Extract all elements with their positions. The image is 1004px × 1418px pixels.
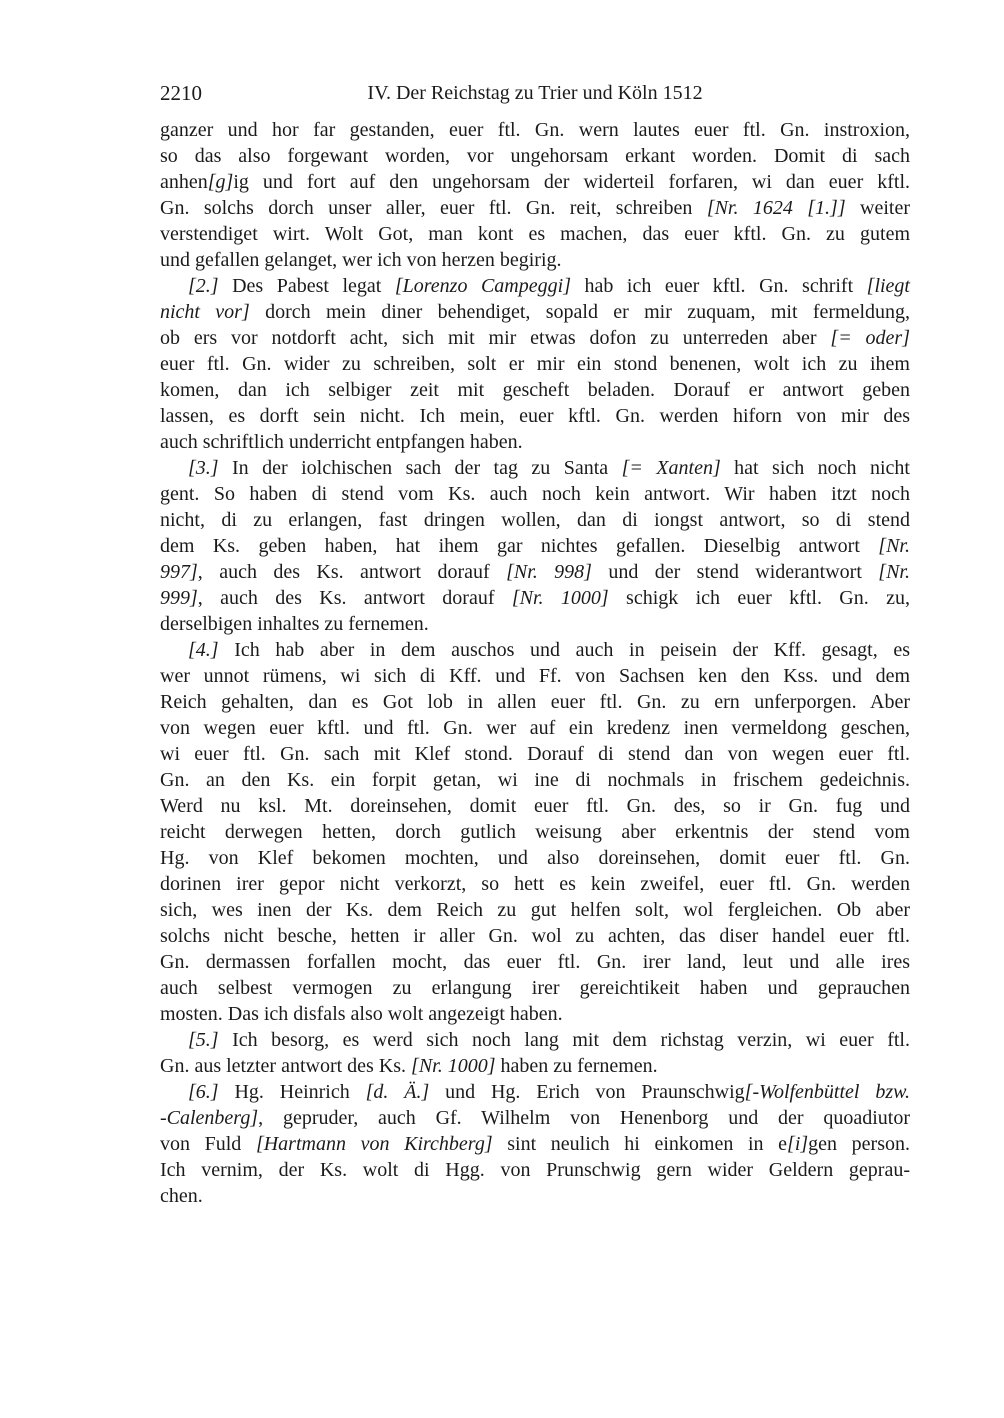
editorial-insertion: [g] <box>207 171 234 193</box>
running-head: IV. Der Reichstag zu Trier und Köln 1512 <box>367 82 703 104</box>
text-run: komen, dan ich selbiger zeit mit gescheft beladen. Dorauf er antwort geben <box>160 379 910 401</box>
editorial-insertion: 999] <box>160 587 198 609</box>
paragraph <box>160 455 910 637</box>
editorial-insertion: [3.] <box>188 457 219 479</box>
text-line <box>160 637 910 663</box>
text-run: dorinen irer gepor nicht verkorzt, so hett es kein zweifel, euer ftl. Gn. werden <box>160 873 910 895</box>
text-line <box>160 689 910 715</box>
text-run: auch selbest vermogen zu erlangung irer gereichtikeit haben und geprauchen <box>160 977 910 999</box>
text-run: Werd nu ksl. Mt. doreinsehen, domit euer ftl. Gn. des, so ir Gn. fug und <box>160 795 910 817</box>
text-run: euer ftl. Gn. wider zu schreiben, solt er mir ein stond benenen, wolt ich zu ihem <box>160 353 910 375</box>
text-run: hat sich noch nicht <box>720 457 910 479</box>
text-run: , auch des Ks. antwort dorauf <box>197 587 512 609</box>
text-line <box>160 533 910 559</box>
page-number: 2210 <box>160 81 202 105</box>
text-line <box>160 117 910 143</box>
editorial-insertion: [Nr. <box>878 535 910 557</box>
paragraph <box>160 637 910 1027</box>
text-line <box>160 1053 910 1079</box>
text-line <box>160 481 910 507</box>
text-line <box>160 767 910 793</box>
text-run: ganzer und hor far gestanden, euer ftl. Gn. wern lautes euer ftl. Gn. instroxion, <box>160 119 910 141</box>
text-run: schigk ich euer kftl. Gn. zu, <box>608 587 910 609</box>
text-line <box>160 1131 910 1157</box>
text-line <box>160 1001 910 1027</box>
editorial-insertion: [Nr. 998] <box>506 561 592 583</box>
text-line <box>160 871 910 897</box>
text-line <box>160 819 910 845</box>
text-line <box>160 299 910 325</box>
text-run: auch schriftlich underricht entpfangen haben. <box>160 431 523 453</box>
editorial-insertion: nicht vor] <box>160 301 250 323</box>
text-run: und der stend widerantwort <box>591 561 879 583</box>
editorial-insertion: [6.] <box>188 1081 219 1103</box>
text-line <box>160 1105 910 1131</box>
text-run: von Fuld <box>160 1133 256 1155</box>
text-line <box>160 741 910 767</box>
text-line <box>160 403 910 429</box>
text-run: haben zu fernemen. <box>495 1055 658 1077</box>
text-line <box>160 455 910 481</box>
text-run: Reich gehalten, dan es Got lob in allen euer ftl. Gn. zu ern unferporgen. Aber <box>160 691 910 713</box>
text-line <box>160 845 910 871</box>
text-line <box>160 949 910 975</box>
text-run: , auch des Ks. antwort dorauf <box>197 561 507 583</box>
text-line <box>160 325 910 351</box>
text-run: Hg. Heinrich <box>218 1081 366 1103</box>
text-line <box>160 221 910 247</box>
editorial-insertion: [= Xanten] <box>621 457 721 479</box>
text-run: ig und fort auf den ungehorsam der widerteil forfaren, wi dan euer kftl. <box>233 171 910 193</box>
text-run: wi euer ftl. Gn. sach mit Klef stond. Dorauf di stend dan von wegen euer ftl. <box>160 743 910 765</box>
text-run: dorch mein diner behendiget, sopald er mir zuquam, mit fermeldung, <box>249 301 911 323</box>
text-run: sich, wes inen der Ks. dem Reich zu gut helfen solt, wol fergleichen. Ob aber <box>160 899 910 921</box>
text-run: nicht, di zu erlangen, fast dringen wollen, dan di iongst antwort, so di stend <box>160 509 910 531</box>
text-run: Ich hab aber in dem auschos und auch in peisein der Kff. gesagt, es <box>218 639 910 661</box>
text-run: derselbigen inhaltes zu fernemen. <box>160 613 429 635</box>
text-line <box>160 923 910 949</box>
text-body <box>160 117 910 1209</box>
text-run: chen. <box>160 1185 203 1207</box>
editorial-insertion: [5.] <box>188 1029 219 1051</box>
text-run: Gn. dermassen forfallen mocht, das euer ftl. Gn. irer land, leut und alle ires <box>160 951 910 973</box>
editorial-insertion: [Nr. 1000] <box>511 587 609 609</box>
text-run: und Hg. Erich von Praunschwig <box>429 1081 745 1103</box>
text-line <box>160 169 910 195</box>
text-line <box>160 897 910 923</box>
text-run: Gn. aus letzter antwort des Ks. <box>160 1055 412 1077</box>
text-line <box>160 351 910 377</box>
text-run: lassen, es dorft sein nicht. Ich mein, euer kftl. Gn. werden hiforn von mir des <box>160 405 910 427</box>
text-run: so das also forgewant worden, vor ungehorsam erkant worden. Domit di sach <box>160 145 910 167</box>
text-line <box>160 143 910 169</box>
editorial-insertion: [2.] <box>188 275 219 297</box>
paragraph <box>160 1027 910 1079</box>
editorial-insertion: [Hartmann von Kirchberg] <box>255 1133 493 1155</box>
text-line <box>160 273 910 299</box>
text-run: anhen <box>160 171 208 193</box>
editorial-insertion: [liegt <box>866 275 910 297</box>
text-line <box>160 377 910 403</box>
text-line <box>160 507 910 533</box>
text-line <box>160 585 910 611</box>
editorial-insertion: [Lorenzo Campeggi] <box>394 275 571 297</box>
editorial-insertion: -Calenberg] <box>160 1107 259 1129</box>
text-run: Ich vernim, der Ks. wolt di Hgg. von Prunschwig gern wider Geldern geprau- <box>160 1159 910 1181</box>
editorial-insertion: [d. Ä.] <box>365 1081 430 1103</box>
text-run: ob ers vor notdorft acht, sich mit mir etwas dofon zu unterreden aber <box>160 327 831 349</box>
text-run: Des Pabest legat <box>218 275 395 297</box>
text-run: Ich besorg, es werd sich noch lang mit dem richstag verzin, wi euer ftl. <box>218 1029 910 1051</box>
editorial-insertion: 997] <box>160 561 198 583</box>
text-line <box>160 1027 910 1053</box>
text-line <box>160 975 910 1001</box>
text-line <box>160 559 910 585</box>
text-run: gent. So haben di stend vom Ks. auch noch kein antwort. Wir haben itzt noch <box>160 483 910 505</box>
text-run: Gn. an den Ks. ein forpit getan, wi ine di nochmals in frischem gedeichnis. <box>160 769 910 791</box>
text-run: reicht derwegen hetten, dorch gutlich weisung aber erkentnis der stend vom <box>160 821 910 843</box>
text-run: wer unnot rümens, wi sich di Kff. und Ff. von Sachsen ken den Kss. und dem <box>160 665 910 687</box>
text-line <box>160 1079 910 1105</box>
editorial-insertion: [4.] <box>188 639 219 661</box>
paragraph <box>160 273 910 455</box>
text-run: Gn. solchs dorch unser aller, euer ftl. Gn. reit, schreiben <box>160 197 707 219</box>
text-run: dem Ks. geben haben, hat ihem gar nichtes gefallen. Dieselbig antwort <box>160 535 879 557</box>
text-line <box>160 1157 910 1183</box>
text-line <box>160 195 910 221</box>
text-run: Hg. von Klef bekomen mochten, und also doreinsehen, domit euer ftl. Gn. <box>160 847 910 869</box>
paragraph <box>160 117 910 273</box>
editorial-insertion: [= oder] <box>830 327 910 349</box>
text-run: verstendiget wirt. Wolt Got, man kont es machen, das euer kftl. Gn. zu gutem <box>160 223 910 245</box>
page-header <box>160 80 910 106</box>
editorial-insertion: [-Wolfenbüttel bzw. <box>744 1081 910 1103</box>
editorial-insertion: [Nr. <box>878 561 910 583</box>
text-line <box>160 247 910 273</box>
editorial-insertion: [Nr. 1000] <box>411 1055 496 1077</box>
paragraph <box>160 1079 910 1209</box>
editorial-insertion: [Nr. 1624 [1.]] <box>706 197 846 219</box>
text-run: mosten. Das ich disfals also wolt angezeigt haben. <box>160 1003 563 1025</box>
text-run: solchs nicht besche, hetten ir aller Gn. wol zu achten, das diser handel euer ftl. <box>160 925 910 947</box>
editorial-insertion: [i] <box>787 1133 809 1155</box>
text-run: und gefallen gelanget, wer ich von herzen begirig. <box>160 249 562 271</box>
text-run: sint neulich hi einkomen in e <box>492 1133 788 1155</box>
text-line <box>160 663 910 689</box>
text-line <box>160 611 910 637</box>
text-run: hab ich euer kftl. Gn. schrift <box>570 275 867 297</box>
text-run: weiter <box>845 197 910 219</box>
text-line <box>160 429 910 455</box>
text-line <box>160 1183 910 1209</box>
text-run: , gepruder, auch Gf. Wilhelm von Henenborg und der quoadiutor <box>258 1107 910 1129</box>
text-line <box>160 715 910 741</box>
text-run: gen person. <box>808 1133 911 1155</box>
text-run: In der iolchischen sach der tag zu Santa <box>218 457 622 479</box>
text-line <box>160 793 910 819</box>
text-run: von wegen euer kftl. und ftl. Gn. wer auf ein kredenz inen vermeldong geschen, <box>160 717 910 739</box>
